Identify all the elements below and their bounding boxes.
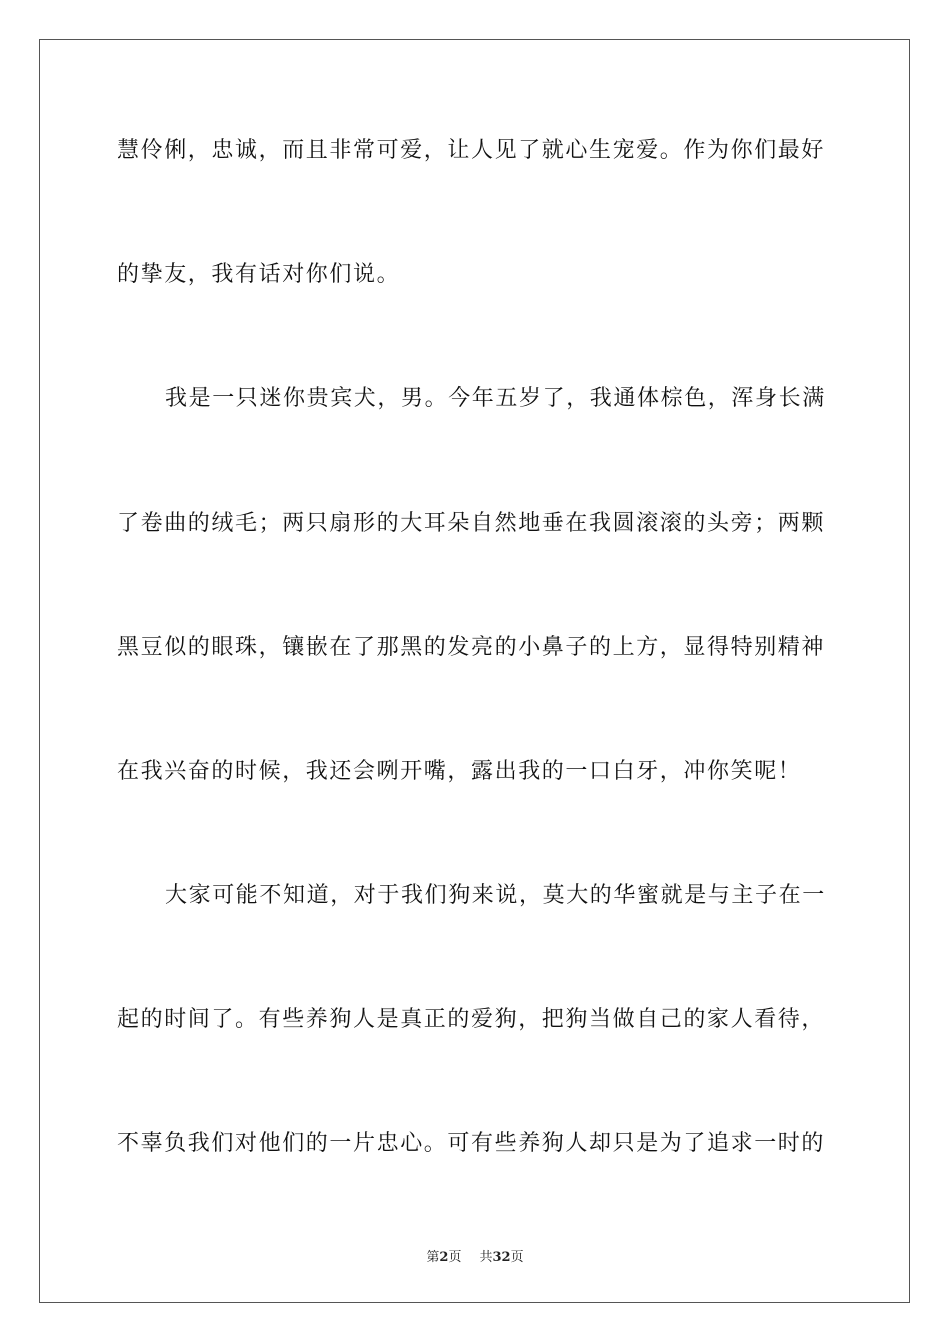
text-line-4: 了卷曲的绒毛；两只扇形的大耳朵自然地垂在我圆滚滚的头旁；两颗 [117,511,826,536]
page-footer [0,1246,950,1265]
text-line-5: 黑豆似的眼珠，镶嵌在了那黑的发亮的小鼻子的上方，显得特别精神 [117,635,826,660]
page-number: 第2页 [426,1250,462,1265]
text-line-3: 我是一只迷你贵宾犬，男。今年五岁了，我通体棕色，浑身长满 [165,386,826,411]
text-line-1: 慧伶俐，忠诚，而且非常可爱，让人见了就心生宠爱。作为你们最好 [117,138,826,163]
text-line-7: 大家可能不知道，对于我们狗来说，莫大的华蜜就是与主子在一 [165,883,826,908]
text-line-6: 在我兴奋的时候，我还会咧开嘴，露出我的一口白牙，冲你笑呢！ [117,759,802,784]
page-border [39,39,910,1303]
page-total: 共32页 [479,1250,524,1265]
text-line-8: 起的时间了。有些养狗人是真正的爱狗，把狗当做自己的家人看待， [117,1007,826,1032]
text-line-2: 的挚友，我有话对你们说。 [117,262,401,287]
text-line-9: 不辜负我们对他们的一片忠心。可有些养狗人却只是为了追求一时的 [117,1131,826,1156]
